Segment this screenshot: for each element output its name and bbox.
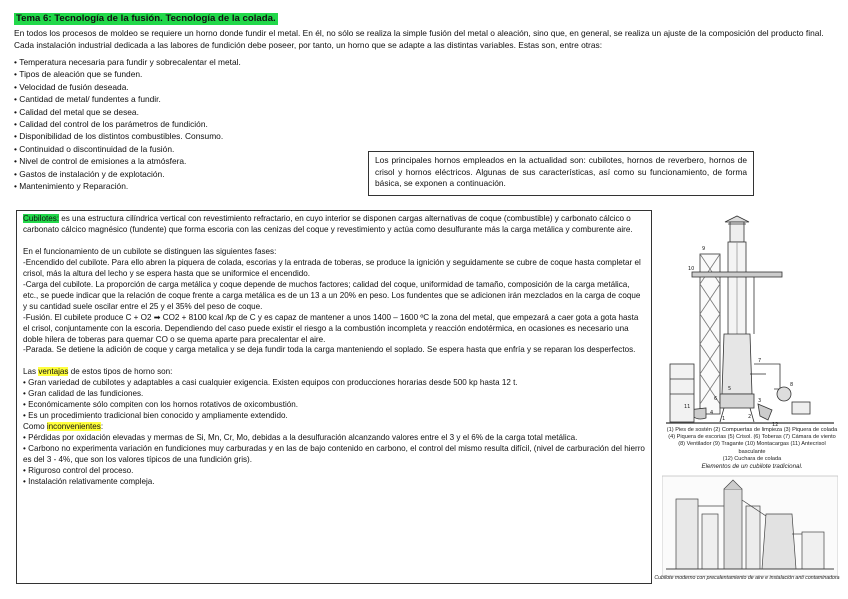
list-item: • Pérdidas por oxidación elevadas y mermas de Si, Mn, Cr, Mo, debidas a la desulfuración alcanzando valores entre el 3 y el 6% de la carga total metálica. — [23, 433, 645, 444]
list-item: • Económicamente sólo compiten con los hornos rotativos de oxicombustión. — [23, 400, 645, 411]
list-item: • Disponibilidad de los distintos combustibles. Consumo. — [14, 130, 374, 142]
cubilote-illustration — [662, 214, 838, 586]
svg-text:1: 1 — [722, 416, 726, 422]
list-item: • Tipos de aleación que se funden. — [14, 68, 374, 80]
phase-parada: -Parada. Se detiene la adición de coque y carga metalica y se deja fundir toda la carga manteniendo el soplado. Se espera hasta que enfría y se reparan los desperfectos. — [23, 345, 636, 355]
svg-text:6: 6 — [714, 396, 718, 402]
intro-paragraph: En todos los procesos de moldeo se requiere un horno donde fundir el metal. En él, no sólo se realiza la simple fusión del metal o aleación, sino que, en general, se realiza un ajuste de la composición del producto final. Cada instalación industrial dedicada a las labores de fundición debe poseer, por tanto, un horno que se adapte a las distintas variables. Estas son, entre otras: — [14, 28, 824, 50]
advantages-heading — [23, 367, 645, 378]
figure-caption: Elementos de un cubilote tradicional. — [701, 463, 803, 471]
svg-text:7: 7 — [758, 358, 762, 364]
list-item: • Gran variedad de cubilotes y adaptables a casi cualquier exigencia. Existen equipos con producciones horarias desde 500 kp hasta 12 t. — [23, 378, 645, 389]
list-item: • Velocidad de fusión deseada. — [14, 81, 374, 93]
requirements-list — [14, 56, 374, 192]
list-item: • Calidad del metal que se desea. — [14, 106, 374, 118]
svg-text:12: 12 — [772, 422, 779, 428]
svg-text:8: 8 — [790, 382, 794, 388]
advantages-prefix: Las — [23, 367, 39, 377]
list-item: • Calidad del control de los parámetros de fundición. — [14, 118, 374, 130]
disadvantages-prefix: Como — [23, 422, 47, 432]
list-item: • Riguroso control del proceso. — [23, 466, 645, 477]
list-item: • Temperatura necesaria para fundir y sobrecalentar el metal. — [14, 56, 374, 68]
phases-intro: En el funcionamiento de un cubilote se distinguen las siguientes fases: — [23, 246, 277, 256]
svg-text:3: 3 — [758, 398, 762, 404]
list-item: • Gran calidad de las fundiciones. — [23, 389, 645, 400]
list-item: • Instalación relativamente compleja. — [23, 477, 645, 488]
svg-text:4: 4 — [710, 410, 714, 416]
list-item: • Nivel de control de emisiones a la atmósfera. — [14, 155, 374, 167]
disadvantages-heading — [23, 422, 645, 433]
cubilote-term: Cubilotes: — [23, 214, 59, 223]
cubilote-definition — [23, 214, 645, 236]
cubilote-section — [16, 210, 652, 584]
disadvantages-list — [23, 433, 645, 488]
advantages-suffix: de estos tipos de horno son: — [68, 367, 173, 377]
disadvantages-suffix: : — [100, 422, 104, 432]
phase-fusion: -Fusión. El cubilete produce C + O2 ➡ CO2 + 8100 kcal /kp de C y es capaz de mantener a unos 1400 – 1600 ºC la zona del metal, que empezará a caer gota a gota hasta el crisol, conjuntamente con la escoria. Dependiendo del caso puede existir el riesgo a la combustión incompleta y reacción endotérmica, en ocasiones es necesario una doble hilera de toberas para quemar CO o se quema aparte para precalentar el aire. — [23, 312, 639, 344]
list-item: • Carbono no experimenta variación en fundiciones muy carburadas y en las de bajo contenido en carbono, el control del mismo resulta difícil, (nivel de carburación del hierro es del 3 - 4%, que son los valores típicos de una fundición gris). — [23, 444, 645, 466]
list-item: • Cantidad de metal/ fundentes a fundir. — [14, 93, 374, 105]
modern-cupola-caption: Cubilote moderno con precalentamiento de aire e instalación anti contaminadora — [654, 575, 840, 581]
legend-line: (4) Piquera de escorias (5) Crisol. (6) Toberas (7) Cámara de viento — [668, 434, 836, 441]
phase-carga: -Carga del cubilote. La proporción de carga metálica y coque depende de muchos factores; calidad del coque, uniformidad de tamaño, composición de la carga metálica, etc., se puede indicar que la relación de coque frente a carga metálica es de un 13 a un 20% en peso. Los fundentes que se adicionen irán mezclados en la carga de coque y su cantidad suele oscilar entre el 25 y el 35% del peso de coque. — [23, 279, 641, 311]
legend-line: (12) Cuchara de colada — [722, 455, 782, 462]
svg-text:10: 10 — [688, 266, 695, 272]
advantages-word: ventajas — [38, 367, 69, 377]
page-title: Tema 6: Tecnología de la fusión. Tecnología de la colada. — [16, 13, 276, 24]
list-item: • Mantenimiento y Reparación. — [14, 180, 374, 192]
svg-text:5: 5 — [728, 386, 732, 392]
svg-text:11: 11 — [684, 404, 691, 410]
figure-legend — [664, 427, 840, 470]
list-item: • Gastos de instalación y de explotación. — [14, 168, 374, 180]
list-item: • Es un procedimiento tradicional bien conocido y ampliamente extendido. — [23, 411, 645, 422]
disadvantages-word: inconvenientes — [46, 422, 101, 432]
svg-text:9: 9 — [702, 246, 706, 252]
phase-encendido: -Encendido del cubilote. Para ello abren la piquera de colada, escorias y la entrada de toberas, se produce la ignición y seguidamente se cubre de coque hasta completar el crisol, más la altura del lecho y se espera hasta que se uniformice el encendido. — [23, 257, 641, 278]
list-item: • Continuidad o discontinuidad de la fusión. — [14, 143, 374, 155]
svg-text:2: 2 — [748, 414, 752, 420]
cubilote-definition-text: es una estructura cilíndrica vertical con revestimiento refractario, en cuyo interior se disponen cargas alternativas de coque (combustible) y carbonato cálcico o carbonato cálcico magnésico (fundente) que forma escoria con las cenizas del coque y revestimiento y actúa como desulfurante más la carga metálica y comburente aire. — [23, 214, 633, 234]
legend-line: (8) Ventilador (9) Tragante (10) Montacargas (11) Antecrisol basculante — [678, 441, 826, 455]
advantages-list — [23, 378, 645, 422]
furnace-types-callout: Los principales hornos empleados en la actualidad son: cubilotes, hornos de reverbero, hornos de crisol y hornos eléctricos. Algunas de sus características, así como su funcionamiento, de forma básica, se exponen a continuación. — [368, 151, 754, 196]
legend-line: (1) Pies de sostén (2) Compuertas de limpieza (3) Piquera de colada — [666, 427, 838, 433]
